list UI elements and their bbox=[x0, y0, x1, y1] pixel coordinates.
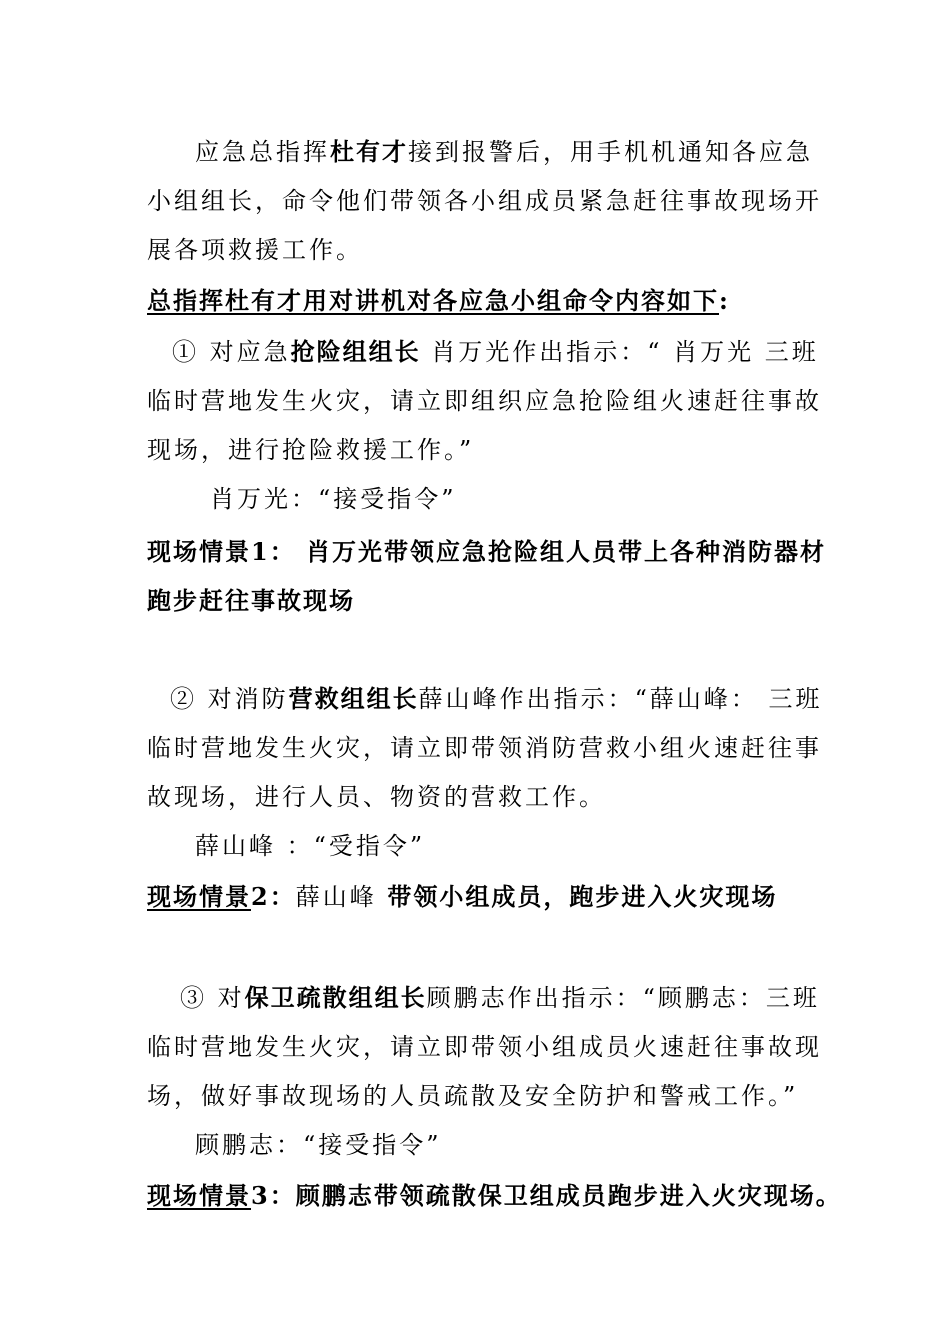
section-3-reply: 顾鹏志：“接受指令” bbox=[195, 1131, 442, 1159]
instruction-text: ① 对应急 bbox=[172, 338, 291, 366]
intro-text: 接到报警后，用手机机通知各应急 bbox=[408, 138, 813, 166]
intro-line-1 bbox=[195, 137, 813, 167]
scene-number: 3： bbox=[251, 1181, 296, 1210]
scene-label: 现场情景 bbox=[147, 1181, 251, 1210]
section-1-reply: 肖万光：“接受指令” bbox=[210, 485, 457, 513]
section-2-scene bbox=[147, 882, 777, 912]
section-1-line-2: 临时营地发生火灾，请立即组织应急抢险组火速赶往事故 bbox=[147, 387, 822, 415]
section-3-line-3: 场，做好事故现场的人员疏散及安全防护和警戒工作。” bbox=[147, 1082, 799, 1110]
section-2-line-1 bbox=[170, 684, 823, 714]
group-leader-title: 抢险组组长 bbox=[290, 337, 421, 366]
instruction-text: ② 对消防 bbox=[170, 685, 289, 713]
section-3-line-1 bbox=[180, 983, 820, 1013]
intro-line-2: 小组组长，命令他们带领各小组成员紧急赶往事故现场开 bbox=[147, 187, 822, 215]
scene-text: 顾鹏志带领疏散保卫组成员跑步进入火灾现场。 bbox=[295, 1181, 842, 1210]
section-1-line-3: 现场，进行抢险救援工作。” bbox=[147, 436, 475, 464]
scene-number: 2： bbox=[251, 882, 296, 911]
group-leader-title: 保卫疏散组组长 bbox=[244, 983, 427, 1012]
intro-text: 应急总指挥 bbox=[195, 138, 330, 166]
instruction-text: 肖万光作出指示：“ 肖万光 三班 bbox=[420, 338, 819, 366]
scene-label: 现场情景 bbox=[147, 882, 251, 911]
section-1-line-1 bbox=[172, 337, 819, 367]
scene-label: 现场情景 bbox=[147, 537, 251, 566]
section-2-line-2: 临时营地发生火灾，请立即带领消防营救小组火速赶往事 bbox=[147, 734, 822, 762]
heading-text: 用对讲机对各应急小组命令内容如下 bbox=[303, 286, 719, 315]
section-3-scene bbox=[147, 1181, 842, 1211]
section-1-scene-line-2: 跑步赶往事故现场 bbox=[147, 586, 355, 615]
instruction-text: 顾鹏志作出指示：“顾鹏志：三班 bbox=[426, 984, 820, 1012]
instruction-text: 薛山峰作出指示：“薛山峰： 三班 bbox=[418, 685, 823, 713]
intro-line-3: 展各项救援工作。 bbox=[147, 236, 363, 264]
instruction-text: ③ 对 bbox=[180, 984, 245, 1012]
scene-text: 1： 肖万光带领应急抢险组人员带上各种消防器材 bbox=[251, 537, 827, 566]
heading-commander: 总指挥杜有才 bbox=[147, 286, 303, 315]
group-leader-title: 营救组组长 bbox=[288, 684, 419, 713]
heading-colon: : bbox=[719, 286, 730, 315]
command-heading bbox=[147, 286, 730, 316]
section-2-line-3: 故现场，进行人员、物资的营救工作。 bbox=[147, 783, 606, 811]
scene-person: 薛山峰 bbox=[295, 883, 388, 911]
scene-text: 带领小组成员，跑步进入火灾现场 bbox=[387, 882, 778, 911]
section-2-reply: 薛山峰 ：“受指令” bbox=[195, 832, 426, 860]
section-3-line-2: 临时营地发生火灾，请立即带领小组成员火速赶往事故现 bbox=[147, 1033, 822, 1061]
commander-name: 杜有才 bbox=[330, 137, 408, 166]
section-1-scene bbox=[147, 537, 826, 567]
